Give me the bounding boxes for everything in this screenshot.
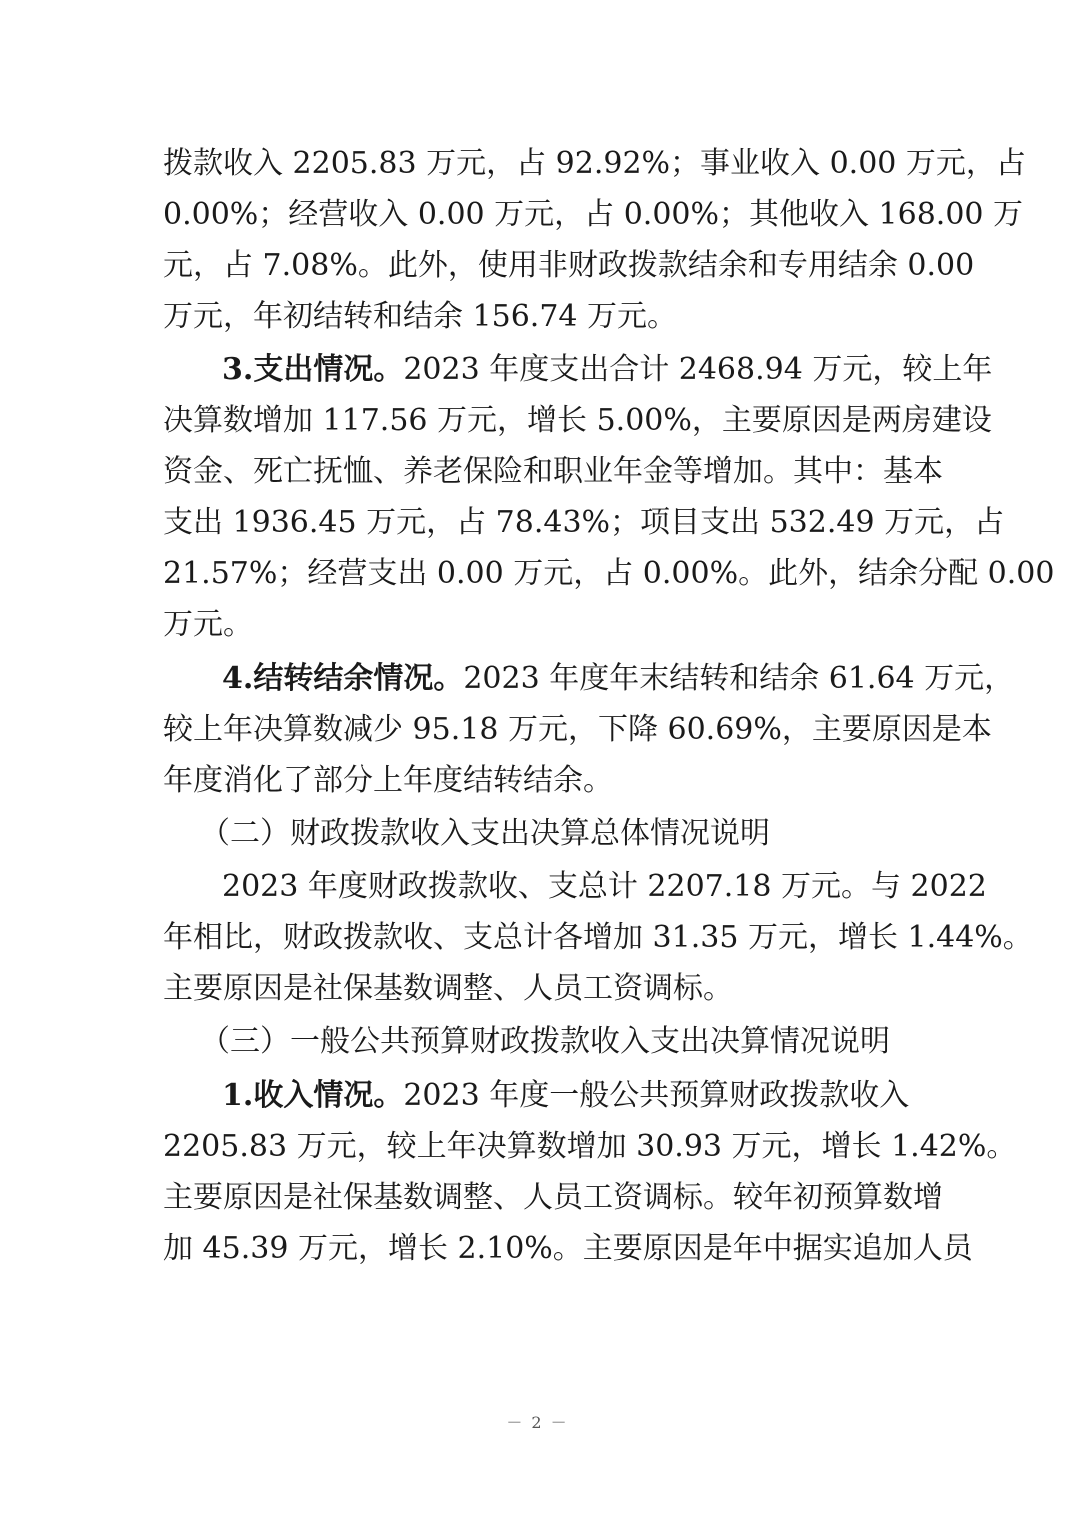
carryover-line-3: 年度消化了部分上年度结转结余。 <box>163 763 613 798</box>
carryover-line-1 <box>222 661 1015 697</box>
carryover-text-1: 2023 年度年末结转和结余 61.64 万元， <box>463 661 1015 696</box>
section-3-heading: 1.收入情况。 <box>222 1078 404 1113</box>
expenditure-line-1 <box>222 352 993 388</box>
expenditure-line-2: 决算数增加 117.56 万元，增长 5.00%，主要原因是两房建设 <box>163 403 992 438</box>
income-line-1: 拨款收入 2205.83 万元，占 92.92%；事业收入 0.00 万元，占 <box>163 146 1026 181</box>
expenditure-line-4: 支出 1936.45 万元，占 78.43%；项目支出 532.49 万元，占 <box>163 505 1005 540</box>
section-3-line-2: 2205.83 万元，较上年决算数增加 30.93 万元，增长 1.42%。 <box>163 1129 1017 1164</box>
section-2-line-2: 年相比，财政拨款收、支总计各增加 31.35 万元，增长 1.44%。 <box>163 920 1033 955</box>
section-3-line-3: 主要原因是社保基数调整、人员工资调标。较年初预算数增 <box>163 1180 943 1215</box>
expenditure-line-5: 21.57%；经营支出 0.00 万元，占 0.00%。此外，结余分配 0.00 <box>163 556 1055 591</box>
expenditure-text-1: 2023 年度支出合计 2468.94 万元，较上年 <box>403 352 993 387</box>
expenditure-line-3: 资金、死亡抚恤、养老保险和职业年金等增加。其中：基本 <box>163 454 943 489</box>
section-2-line-3: 主要原因是社保基数调整、人员工资调标。 <box>163 971 733 1006</box>
section-3-title: （三）一般公共预算财政拨款收入支出决算情况说明 <box>200 1024 890 1059</box>
section-3-line-1 <box>222 1078 910 1114</box>
section-3-text-1: 2023 年度一般公共预算财政拨款收入 <box>403 1078 910 1113</box>
carryover-heading: 4.结转结余情况。 <box>222 661 464 696</box>
section-2-title: （二）财政拨款收入支出决算总体情况说明 <box>200 816 770 851</box>
income-line-4: 万元，年初结转和结余 156.74 万元。 <box>163 299 678 334</box>
section-3-line-4: 加 45.39 万元，增长 2.10%。主要原因是年中据实追加人员 <box>163 1231 973 1266</box>
expenditure-line-6: 万元。 <box>163 607 253 642</box>
expenditure-heading: 3.支出情况。 <box>222 352 404 387</box>
page-number: － 2 － <box>506 1413 569 1432</box>
income-line-3: 元，占 7.08%。此外，使用非财政拨款结余和专用结余 0.00 <box>163 248 975 283</box>
carryover-line-2: 较上年决算数减少 95.18 万元，下降 60.69%，主要原因是本 <box>163 712 992 747</box>
income-line-2: 0.00%；经营收入 0.00 万元，占 0.00%；其他收入 168.00 万 <box>163 197 1024 232</box>
section-2-line-1: 2023 年度财政拨款收、支总计 2207.18 万元。与 2022 <box>222 869 987 904</box>
